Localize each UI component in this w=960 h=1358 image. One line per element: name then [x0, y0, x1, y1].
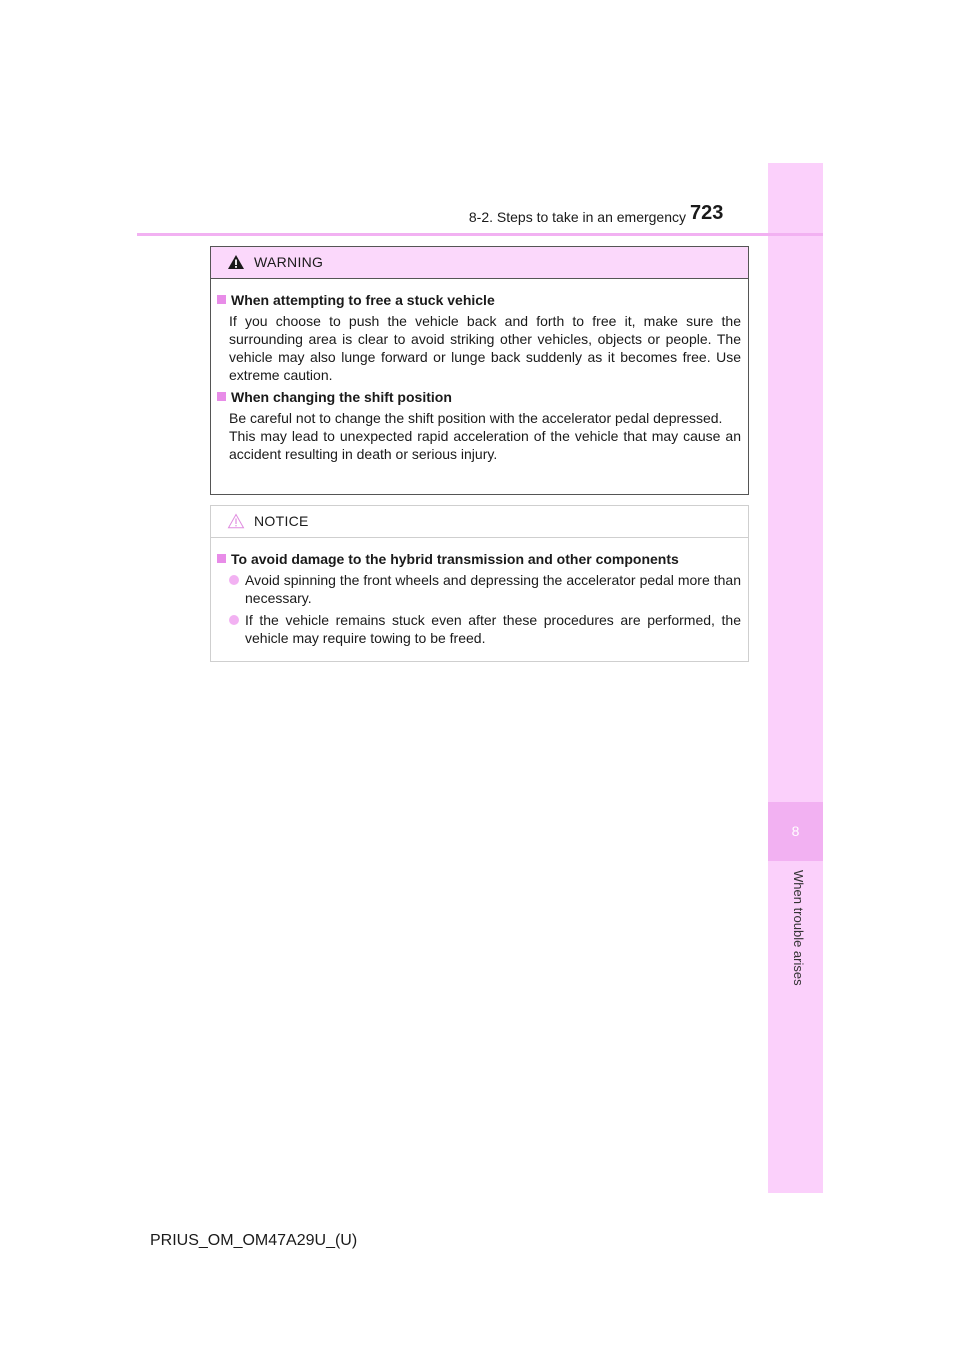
notice-bullet: Avoid spinning the front wheels and depressing the accelerator pedal more than necessary.	[216, 571, 741, 607]
side-tab-strip	[768, 163, 823, 1193]
section-title: 8-2. Steps to take in an emergency	[468, 209, 686, 225]
caution-triangle-icon	[227, 513, 245, 529]
warning-paragraph: This may lead to unexpected rapid acceleration of the vehicle that may cause an accident resulting in death or serious injury.	[229, 428, 741, 462]
square-bullet-icon	[217, 554, 226, 563]
warning-triangle-icon	[227, 254, 245, 270]
square-bullet-icon	[217, 295, 226, 304]
warning-item	[216, 388, 741, 463]
square-bullet-icon	[217, 392, 226, 401]
document-code: PRIUS_OM_OM47A29U_(U)	[150, 1232, 358, 1249]
circle-bullet-icon	[229, 615, 239, 625]
warning-paragraph: Be careful not to change the shift position with the accelerator pedal depressed.	[229, 410, 723, 426]
warning-body	[211, 279, 748, 463]
warning-item-title: When changing the shift position	[216, 388, 741, 406]
chapter-tab[interactable]	[768, 802, 823, 861]
notice-item-title: To avoid damage to the hybrid transmission and other components	[216, 550, 741, 568]
notice-item	[216, 550, 741, 647]
warning-header	[211, 247, 748, 279]
warning-label: WARNING	[254, 254, 324, 270]
notice-body	[211, 538, 748, 647]
chapter-label: When trouble arises	[791, 870, 806, 986]
notice-bullet: If the vehicle remains stuck even after these procedures are performed, the vehicle may require towing to be freed.	[216, 611, 741, 647]
notice-label: NOTICE	[254, 513, 309, 529]
circle-bullet-icon	[229, 575, 239, 585]
header-divider	[137, 233, 823, 236]
notice-header	[211, 506, 748, 538]
warning-box	[210, 246, 749, 495]
warning-item-title: When attempting to free a stuck vehicle	[216, 291, 741, 309]
page-number: 723	[690, 202, 724, 224]
warning-item	[216, 291, 741, 384]
notice-box	[210, 505, 749, 662]
chapter-number: 8	[791, 823, 800, 839]
warning-paragraph: If you choose to push the vehicle back and forth to free it, make sure the surrounding area is clear to avoid striking other vehicles, objects or people. The vehicle may also lunge forward or lunge back suddenly as it becomes free. Use extreme caution.	[229, 313, 741, 383]
